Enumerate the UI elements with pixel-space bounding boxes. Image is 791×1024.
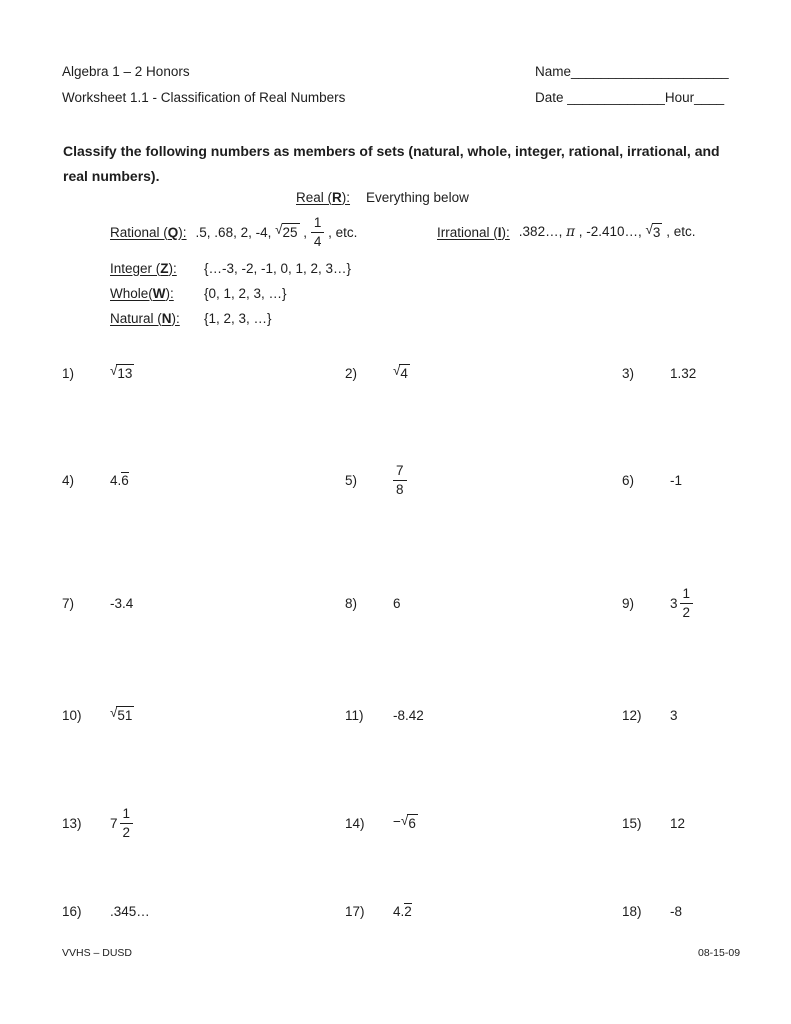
fraction-denominator: 4 <box>313 233 322 249</box>
problem-8 <box>345 578 401 628</box>
problem-number: 14) <box>345 815 365 831</box>
problem-5 <box>345 455 407 505</box>
whole-set-values: {0, 1, 2, 3, …} <box>204 285 287 301</box>
pi-symbol: π <box>566 223 575 240</box>
problem-value <box>110 473 129 488</box>
problem-number: 18) <box>622 903 642 919</box>
irrational-set-label: Irrational (I): <box>437 224 510 240</box>
problems-row-1 <box>0 352 791 394</box>
radical-sign: √ <box>393 363 401 379</box>
fraction-numerator: 1 <box>680 586 694 604</box>
problem-value <box>110 806 133 840</box>
sqrt-expression <box>110 364 134 382</box>
problem-number: 3) <box>622 365 635 381</box>
instructions-text: Classify the following numbers as members of sets (natural, whole, integer, rational, irrational, and real numbers). <box>63 143 720 184</box>
problem-number: 8) <box>345 595 358 611</box>
fraction <box>120 806 134 840</box>
natural-set-label: Natural (N): <box>110 310 180 326</box>
problem-17 <box>345 890 412 932</box>
repeating-decimal <box>110 473 129 488</box>
fraction-denominator: 2 <box>122 824 131 840</box>
problem-value <box>110 904 150 919</box>
problem-value <box>670 366 696 381</box>
math-text: -8.42 <box>393 707 424 723</box>
problem-number: 15) <box>622 815 642 831</box>
problem-number: 4) <box>62 472 75 488</box>
problem-number: 13) <box>62 815 82 831</box>
problem-number: 2) <box>345 365 358 381</box>
math-text: -3.4 <box>110 595 134 611</box>
math-text: 12 <box>670 815 686 831</box>
problem-value <box>670 586 693 620</box>
integer-set-label: Integer (Z): <box>110 260 177 276</box>
problem-value <box>393 814 418 832</box>
problems-row-5 <box>0 798 791 848</box>
radicand: 4 <box>400 366 408 382</box>
problem-number: 6) <box>622 472 635 488</box>
problem-number: 16) <box>62 903 82 919</box>
problem-value <box>393 596 401 611</box>
problem-value <box>110 596 133 611</box>
sqrt-expression <box>646 223 663 241</box>
problem-value <box>393 463 407 497</box>
problem-11 <box>345 694 424 736</box>
sqrt-expression <box>275 223 299 241</box>
radical-sign: √ <box>275 222 283 238</box>
problem-number: 1) <box>62 365 75 381</box>
math-text: .5, .68, 2, -4, <box>195 224 276 240</box>
decimal-part: 4. <box>110 472 122 488</box>
rational-set-label: Rational (Q): <box>110 224 187 240</box>
problem-number: 5) <box>345 472 358 488</box>
rational-examples <box>196 215 358 249</box>
fraction <box>393 463 407 497</box>
radical-sign: √ <box>110 705 118 721</box>
math-text: , <box>299 224 311 240</box>
math-text: , etc. <box>662 224 696 240</box>
real-set-line <box>296 186 469 208</box>
real-set-label: Real (R): <box>296 189 351 205</box>
problem-6 <box>622 455 682 505</box>
real-set-description: Everything below <box>366 189 469 205</box>
problem-number: 12) <box>622 707 642 723</box>
problem-value <box>393 904 412 919</box>
problems-row-4 <box>0 694 791 736</box>
radicand: 3 <box>652 225 661 241</box>
natural-set-line <box>110 307 272 329</box>
problem-value <box>670 708 678 723</box>
problem-3 <box>622 352 696 394</box>
sqrt-expression <box>393 364 410 382</box>
problem-9 <box>622 578 693 628</box>
problem-number: 10) <box>62 707 82 723</box>
fraction-numerator: 7 <box>393 463 407 481</box>
irrational-examples <box>519 223 696 241</box>
problem-18 <box>622 890 682 932</box>
problem-number: 11) <box>345 707 364 723</box>
problem-value <box>393 364 410 382</box>
worksheet-title: Worksheet 1.1 - Classification of Real Numbers <box>62 90 346 105</box>
fraction <box>311 215 325 249</box>
problem-10 <box>62 694 134 736</box>
fraction <box>680 586 694 620</box>
problem-1 <box>62 352 134 394</box>
whole-number-part: 7 <box>110 815 118 831</box>
footer-school: VVHS – DUSD <box>62 947 133 959</box>
math-text: .345… <box>110 903 150 919</box>
problem-16 <box>62 890 150 932</box>
problem-value <box>393 708 424 723</box>
problem-12 <box>622 694 678 736</box>
sqrt-expression <box>393 814 418 832</box>
integer-set-values: {…-3, -2, -1, 0, 1, 2, 3…} <box>204 260 352 276</box>
problem-number: 7) <box>62 595 75 611</box>
minus-sign: − <box>393 814 401 830</box>
decimal-part: 4. <box>393 903 405 919</box>
problem-number: 17) <box>345 903 365 919</box>
problem-value <box>110 364 134 382</box>
problem-value <box>670 816 685 831</box>
whole-set-label: Whole(W): <box>110 285 174 301</box>
integer-set-line <box>110 257 351 279</box>
problem-value <box>670 473 682 488</box>
problems-row-2 <box>0 455 791 505</box>
math-text: , -2.410…, <box>574 224 646 240</box>
repeating-decimal <box>393 904 412 919</box>
problem-2 <box>345 352 410 394</box>
footer-date: 08-15-09 <box>698 947 741 959</box>
fraction-numerator: 1 <box>120 806 134 824</box>
radical-sign: √ <box>110 363 118 379</box>
problem-value <box>670 904 682 919</box>
radical-sign: √ <box>645 222 653 238</box>
mixed-number <box>670 586 693 620</box>
fraction-denominator: 2 <box>682 604 691 620</box>
fraction-denominator: 8 <box>396 481 404 497</box>
problems-row-6 <box>0 890 791 932</box>
problems-row-3 <box>0 578 791 628</box>
problem-13 <box>62 798 133 848</box>
radicand: 25 <box>282 225 298 241</box>
math-text: -8 <box>670 903 683 919</box>
sqrt-expression <box>110 706 134 724</box>
fraction-numerator: 1 <box>311 215 325 233</box>
problem-7 <box>62 578 133 628</box>
course-title: Algebra 1 – 2 Honors <box>62 64 190 79</box>
irrational-set-line <box>437 212 695 252</box>
math-text: 3 <box>670 707 678 723</box>
rational-set-line <box>110 212 357 252</box>
whole-number-part: 3 <box>670 595 678 611</box>
date-hour-field: Date _____________Hour____ <box>535 90 725 105</box>
radicand: 13 <box>117 366 133 382</box>
math-text: , etc. <box>324 224 358 240</box>
natural-set-values: {1, 2, 3, …} <box>204 310 272 326</box>
problem-4 <box>62 455 129 505</box>
math-text: 1.32 <box>670 365 697 381</box>
radical-sign: √ <box>400 813 409 829</box>
mixed-number <box>110 806 133 840</box>
problem-number: 9) <box>622 595 635 611</box>
math-text: -1 <box>670 472 683 488</box>
repeating-digit: 6 <box>121 472 129 488</box>
radicand: 6 <box>408 816 416 832</box>
problem-14 <box>345 798 418 848</box>
problem-15 <box>622 798 685 848</box>
math-text: 6 <box>393 595 401 611</box>
name-field: Name_____________________ <box>535 64 729 79</box>
math-text: .382…, <box>518 224 567 240</box>
whole-set-line <box>110 282 287 304</box>
radicand: 51 <box>117 708 133 724</box>
repeating-digit: 2 <box>404 903 412 919</box>
problem-value <box>110 706 134 724</box>
